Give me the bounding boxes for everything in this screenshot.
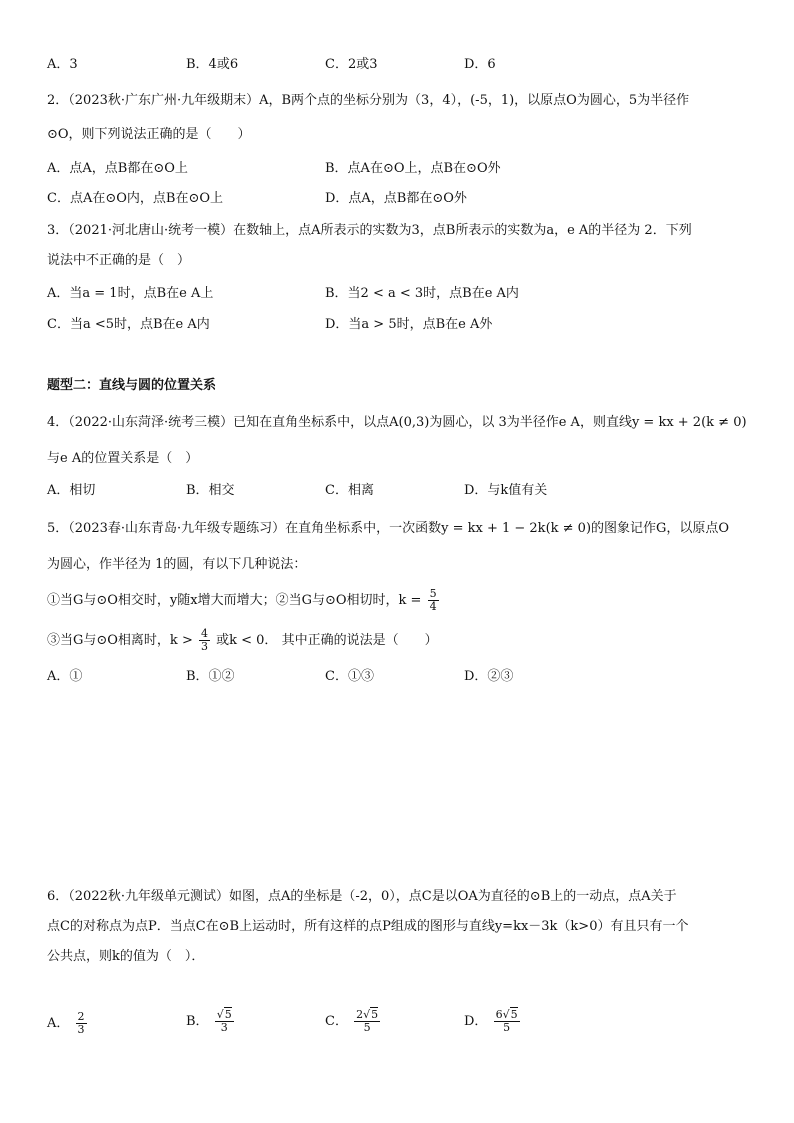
- coefficient: 6: [495, 1008, 503, 1021]
- q5-stem-line1: 5．（2023春·山东青岛·九年级专题练习）在直角坐标系中，一次函数y = kx + 1 − 2k(k ≠ 0)的图象记作G，以原点O: [47, 521, 730, 536]
- q1-option-b: B．4或6: [186, 57, 239, 72]
- q4-option-a: A．相切: [47, 483, 96, 498]
- q6-stem-line3: 公共点，则k的值为（ ）．: [47, 949, 205, 964]
- fraction-2-3: [76, 1011, 87, 1036]
- option-label: D．: [464, 1014, 488, 1029]
- q1-option-c: C．2或3: [325, 57, 378, 72]
- q5-option-b: B．①②: [186, 669, 235, 684]
- q4-stem-line1: 4．（2022·山东菏泽·统考三模）已知在直角坐标系中，以点A(0,3)为圆心，以 3为半径作e A，则直线y = kx + 2(k ≠ 0): [47, 415, 747, 430]
- q3-option-a: A．当a = 1时，点B在e A上: [47, 286, 214, 301]
- fraction-denominator: 5: [503, 1021, 511, 1034]
- q6-option-a: [47, 1010, 89, 1038]
- q3-stem-line2: 说法中不正确的是（ ）: [47, 253, 191, 268]
- q6-stem-line1: 6．（2022秋·九年级单元测试）如图，点A的坐标是（-2，0），点C是以OA为直径的⊙B上的一动点，点A关于: [47, 889, 677, 904]
- q2-option-a: A．点A，点B都在⊙O上: [47, 161, 188, 176]
- q6-stem-line2: 点C的对称点为点P．当点C在⊙B上运动时，所有这样的点P组成的图形与直线y=kx－3k（k>0）有且只有一个: [47, 919, 689, 934]
- q4-option-b: B．相交: [186, 483, 235, 498]
- fraction-denominator: 3: [77, 1023, 85, 1036]
- q3-option-c: C．当a <5时，点B在e A内: [47, 317, 210, 332]
- q5-statement-3: [47, 628, 438, 653]
- fraction-4-3: [199, 628, 210, 653]
- q4-stem-line2: 与e A的位置关系是（ ）: [47, 451, 199, 466]
- q2-stem-line1: 2．（2023秋·广东广州·九年级期末）A，B两个点的坐标分别为（3，4），(-5，1)，以原点O为圆心，5为半径作: [47, 93, 690, 108]
- fraction-denominator: 3: [220, 1021, 228, 1034]
- sqrt-icon: √: [502, 1008, 510, 1021]
- q2-option-c: C．点A在⊙O内，点B在⊙O上: [47, 191, 223, 206]
- fraction-numerator: 4: [200, 627, 208, 640]
- fraction-6sqrt5-5: [494, 1009, 520, 1034]
- q5-stem-line2: 为圆心，作半径为 1的圆，有以下几种说法：: [47, 557, 307, 572]
- fraction-numerator: 2: [77, 1010, 85, 1023]
- option-label: B．: [186, 1014, 209, 1029]
- q4-option-d: D．与k值有关: [464, 483, 548, 498]
- q6-option-c: [325, 1008, 382, 1036]
- sqrt-icon: √: [363, 1008, 371, 1021]
- q2-option-b: B．点A在⊙O上，点B在⊙O外: [325, 161, 501, 176]
- q2-option-d: D．点A，点B都在⊙O外: [325, 191, 467, 206]
- fraction-denominator: 4: [429, 600, 437, 613]
- q1-option-a: A．3: [47, 57, 78, 72]
- radicand: 5: [224, 1008, 232, 1021]
- q3-option-b: B．当2 < a < 3时，点B在e A内: [325, 286, 519, 301]
- q6-option-d: [464, 1008, 522, 1036]
- fraction-sqrt5-3: [215, 1009, 234, 1034]
- radicand: 5: [510, 1008, 518, 1021]
- q3-stem-line1: 3．（2021·河北唐山·统考一模）在数轴上，点A所表示的实数为3，点B所表示的实数为a，e A的半径为 2．下列: [47, 223, 692, 238]
- option-label: C．: [325, 1014, 348, 1029]
- fraction-denominator: 3: [200, 640, 208, 653]
- q2-stem-line2: ⊙O，则下列说法正确的是（ ）: [47, 127, 251, 142]
- fraction-5-4: [428, 588, 439, 613]
- fraction-denominator: 5: [363, 1021, 371, 1034]
- q5-option-a: A．①: [47, 669, 83, 684]
- q4-option-c: C．相离: [325, 483, 374, 498]
- section-heading: 题型二：直线与圆的位置关系: [47, 378, 217, 393]
- coefficient: 2: [356, 1008, 364, 1021]
- q3-option-d: D．当a > 5时，点B在e A外: [325, 317, 493, 332]
- q5-statement-1-2: [47, 588, 441, 613]
- q6-option-b: [186, 1008, 236, 1036]
- fraction-numerator: 5: [429, 587, 437, 600]
- option-label: A．: [47, 1016, 70, 1031]
- radicand: 5: [371, 1008, 379, 1021]
- sqrt-icon: √: [216, 1008, 224, 1021]
- q5-statement-3-suffix: 或k < 0． 其中正确的说法是（ ）: [216, 633, 438, 648]
- q5-option-d: D．②③: [464, 669, 514, 684]
- q5-option-c: C．①③: [325, 669, 374, 684]
- q5-statement-text: ①当G与⊙O相交时，y随x增大而增大；②当G与⊙O相切时，k =: [47, 593, 422, 608]
- q1-option-d: D．6: [464, 57, 496, 72]
- q5-statement-3-prefix: ③当G与⊙O相离时，k >: [47, 633, 193, 648]
- fraction-2sqrt5-5: [354, 1009, 380, 1034]
